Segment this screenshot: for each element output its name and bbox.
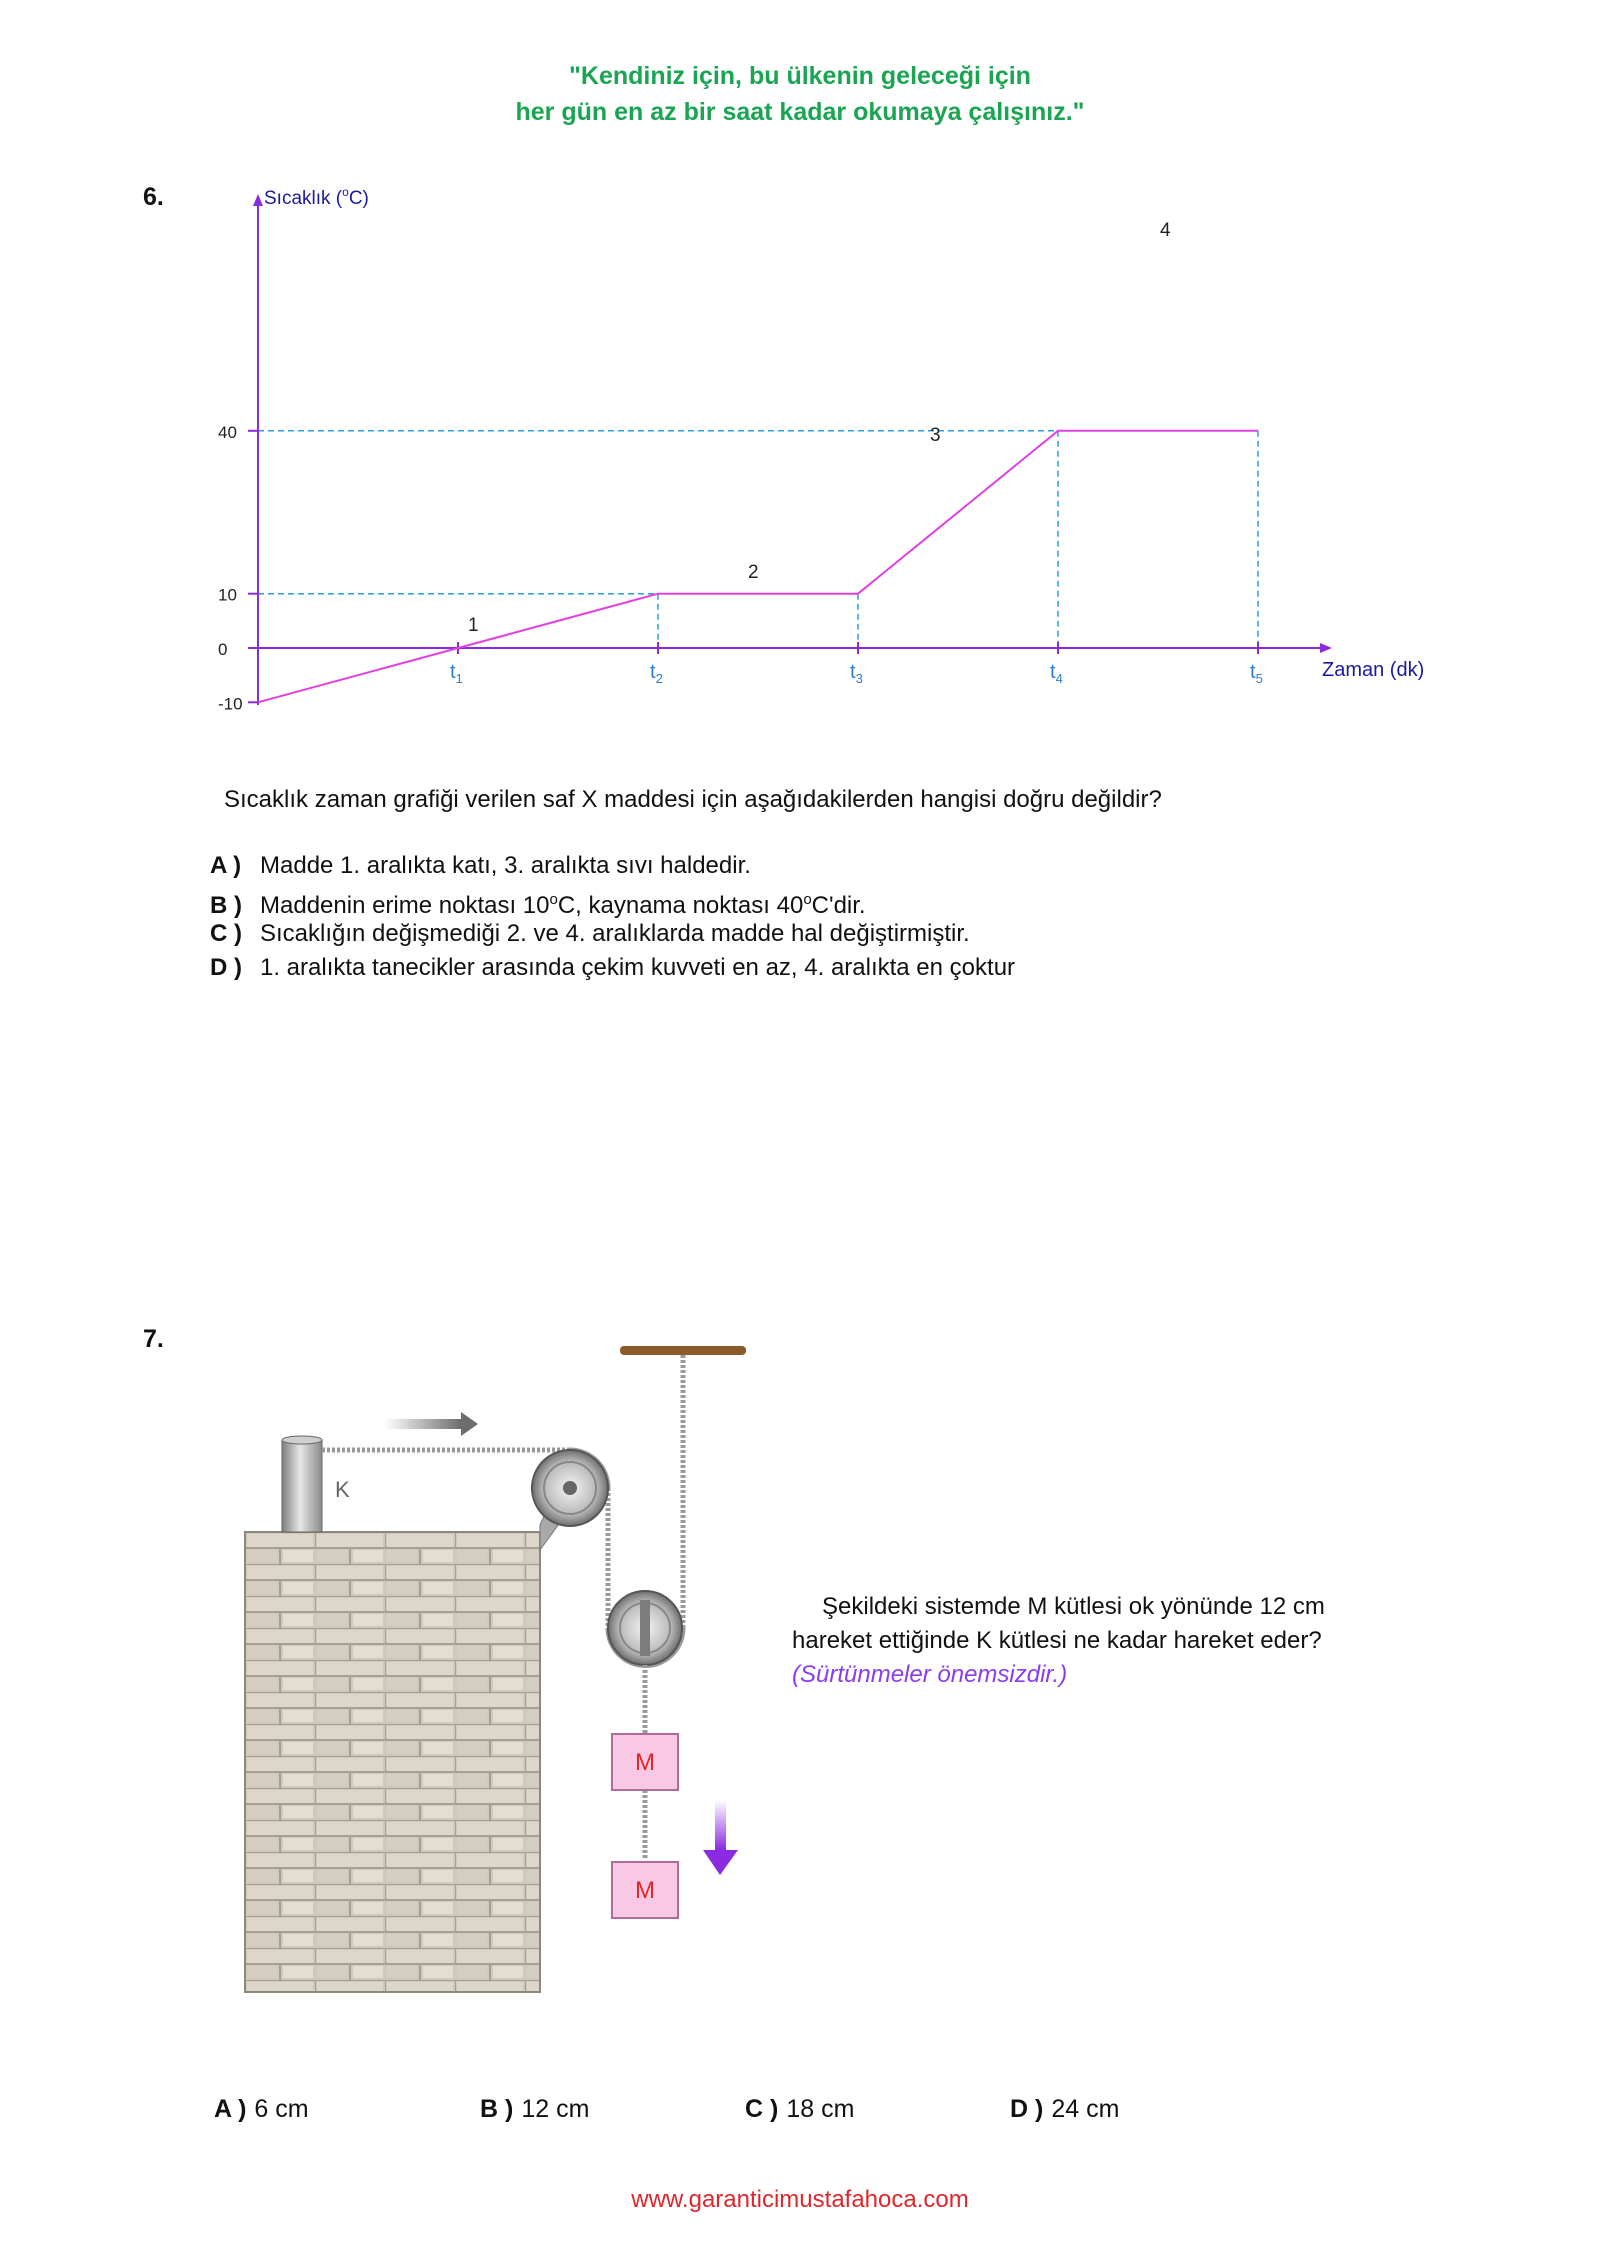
label-m-lower: M [635, 1877, 655, 1904]
answer-d-text: 24 cm [1051, 2095, 1120, 2123]
answer-a-letter: A ) [214, 2095, 247, 2123]
y-tick-label: 40 [218, 422, 237, 442]
direction-arrow-down-head [703, 1850, 738, 1875]
question-6-number: 6. [143, 183, 164, 211]
degree-sup-2: o [803, 891, 812, 908]
motto-line-1: "Kendiniz için, bu ülkenin geleceği için [569, 62, 1031, 90]
ceiling-beam [620, 1346, 746, 1355]
region-label-1: 1 [468, 615, 479, 636]
y-tick-group [218, 423, 258, 714]
cylinder-k [282, 1440, 322, 1532]
x-tick-label: $t_4$ [1050, 661, 1063, 686]
answer-b[interactable] [480, 2095, 589, 2124]
option-c[interactable] [210, 917, 970, 951]
x-tick-label: $t_5$ [1250, 661, 1263, 686]
answer-d-letter: D ) [1010, 2095, 1044, 2123]
option-a[interactable] [210, 849, 751, 883]
motto-line-2: her gün en az bir saat kadar okumaya çalışınız." [515, 98, 1085, 126]
option-d-text: 1. aralıkta tanecikler arasında çekim kuvveti en az, 4. aralıkta en çoktur [260, 954, 1016, 981]
question-7-note: (Sürtünmeler önemsizdir.) [792, 1661, 1068, 1688]
question-7-text-line-2: hareket ettiğinde K kütlesi ne kadar hareket eder? [792, 1627, 1322, 1654]
answer-c[interactable] [745, 2095, 854, 2124]
option-c-text: Sıcaklığın değişmediği 2. ve 4. aralıklarda madde hal değiştirmiştir. [260, 920, 970, 947]
y-axis-title: Sıcaklık ($^o$C) [264, 185, 369, 209]
option-b-text-2: C, kaynama noktası 40 [557, 892, 804, 919]
label-m-upper: M [635, 1749, 655, 1776]
chart-guide-lines [258, 431, 1258, 648]
question-6-text: Sıcaklık zaman grafiği verilen saf X maddesi için aşağıdakilerden hangisi doğru değildir? [224, 786, 1162, 813]
answer-a[interactable] [214, 2095, 309, 2124]
option-a-letter: A ) [210, 852, 242, 879]
question-7-text [792, 1590, 1452, 1692]
pulley-system-figure [0, 1300, 800, 2020]
region-label-group [468, 220, 1171, 636]
option-c-letter: C ) [210, 920, 242, 947]
y-tick-label: 10 [218, 585, 237, 605]
question-7-number: 7. [143, 1325, 164, 1353]
direction-arrow-right-shaft [385, 1419, 461, 1429]
question-7-text-line-1: Şekildeki sistemde M kütlesi ok yönünde 12 cm [822, 1593, 1325, 1620]
answer-a-text: 6 cm [254, 2095, 309, 2123]
brick-wall [245, 1532, 540, 1992]
direction-arrow-right-head [461, 1412, 478, 1436]
answer-b-text: 12 cm [521, 2095, 590, 2123]
option-b-letter: B ) [210, 892, 242, 919]
option-a-text: Madde 1. aralıkta katı, 3. aralıkta sıvı haldedir. [260, 852, 751, 879]
region-label-4: 4 [1160, 220, 1171, 241]
y-tick-label: 0 [218, 640, 228, 659]
option-d[interactable] [210, 951, 1015, 985]
x-tick-label: $t_1$ [450, 661, 463, 686]
option-b-text-1: Maddenin erime noktası 10 [260, 892, 550, 919]
footer-website-link[interactable]: www.garanticimustafahoca.com [631, 2186, 969, 2213]
answer-c-letter: C ) [745, 2095, 779, 2123]
direction-arrow-down-shaft [715, 1800, 726, 1850]
answer-d[interactable] [1010, 2095, 1119, 2124]
region-label-2: 2 [748, 562, 759, 583]
x-axis-title: Zaman (dk) [1322, 659, 1425, 681]
answer-c-text: 18 cm [786, 2095, 855, 2123]
x-tick-label: $t_2$ [650, 661, 663, 686]
answer-b-letter: B ) [480, 2095, 514, 2123]
label-k: K [335, 1477, 350, 1502]
y-tick-label: -10 [218, 694, 243, 714]
temperature-time-chart [0, 0, 1600, 760]
option-b-text-3: C'dir. [811, 892, 866, 919]
option-d-letter: D ) [210, 954, 242, 981]
degree-sup-1: o [549, 891, 558, 908]
region-label-3: 3 [930, 425, 941, 446]
x-tick-label: $t_3$ [850, 661, 863, 686]
